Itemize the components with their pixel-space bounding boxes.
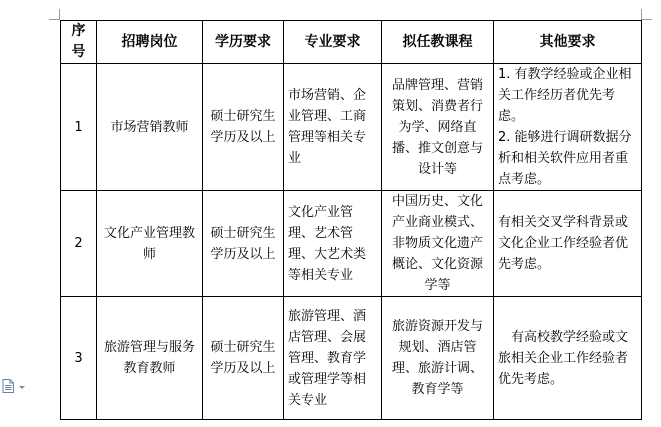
- row-major: 旅游管理、酒店管理、会展管理、教育学或管理学等相关专业: [284, 297, 382, 420]
- row-position: 旅游管理与服务教育教师: [97, 297, 203, 420]
- row-index: 3: [61, 297, 97, 420]
- other-requirement-item: 1. 有教学经验或企业相关工作经历者优先考虑。: [498, 67, 632, 124]
- row-major: 市场营销、企业管理、工商管理等相关专业: [284, 64, 382, 191]
- table-row: [61, 297, 642, 420]
- row-index: 1: [61, 64, 97, 191]
- row-major: 文化产业管理、艺术管理、大艺术类等相关专业: [284, 191, 382, 297]
- table-row: [61, 64, 642, 191]
- crop-mark-top-right: [641, 9, 652, 20]
- other-requirement-item: 有高校教学经验或文旅相关企业工作经验者优先考虑。: [498, 329, 629, 387]
- recruitment-table: [60, 20, 642, 420]
- header-courses: 拟任教课程: [382, 21, 494, 64]
- other-requirement-item: 2. 能够进行调研数据分析和相关软件应用者重点考虑。: [498, 130, 632, 187]
- header-position: 招聘岗位: [97, 21, 203, 64]
- other-requirement-item: 有相关交叉学科背景或文化企业工作经验者优先考虑。: [498, 215, 629, 272]
- chevron-down-icon[interactable]: [18, 378, 26, 392]
- row-position: 市场营销教师: [97, 64, 203, 191]
- row-other: [494, 191, 642, 297]
- row-education: 硕士研究生 学历及以上: [203, 64, 284, 191]
- row-other: [494, 297, 642, 420]
- header-other: 其他要求: [494, 21, 642, 64]
- row-education: 硕士研究生 学历及以上: [203, 191, 284, 297]
- row-courses: 品牌管理、营销策划、消费者行为学、网络直播、推文创意与设计等: [382, 64, 494, 191]
- table-row: [61, 191, 642, 297]
- document-icon[interactable]: [2, 378, 14, 392]
- row-courses: 旅游资源开发与规划、酒店管理、旅游计调、教育学等: [382, 297, 494, 420]
- table-header-row: [61, 21, 642, 64]
- row-index: 2: [61, 191, 97, 297]
- row-position: 文化产业管理教师: [97, 191, 203, 297]
- row-courses: 中国历史、文化产业商业模式、非物质文化遗产概论、文化资源学等: [382, 191, 494, 297]
- header-major: 专业要求: [284, 21, 382, 64]
- row-education: 硕士研究生 学历及以上: [203, 297, 284, 420]
- header-index: 序号: [61, 21, 97, 64]
- row-other: [494, 64, 642, 191]
- header-education: 学历要求: [203, 21, 284, 64]
- crop-mark-top-left: [49, 9, 60, 20]
